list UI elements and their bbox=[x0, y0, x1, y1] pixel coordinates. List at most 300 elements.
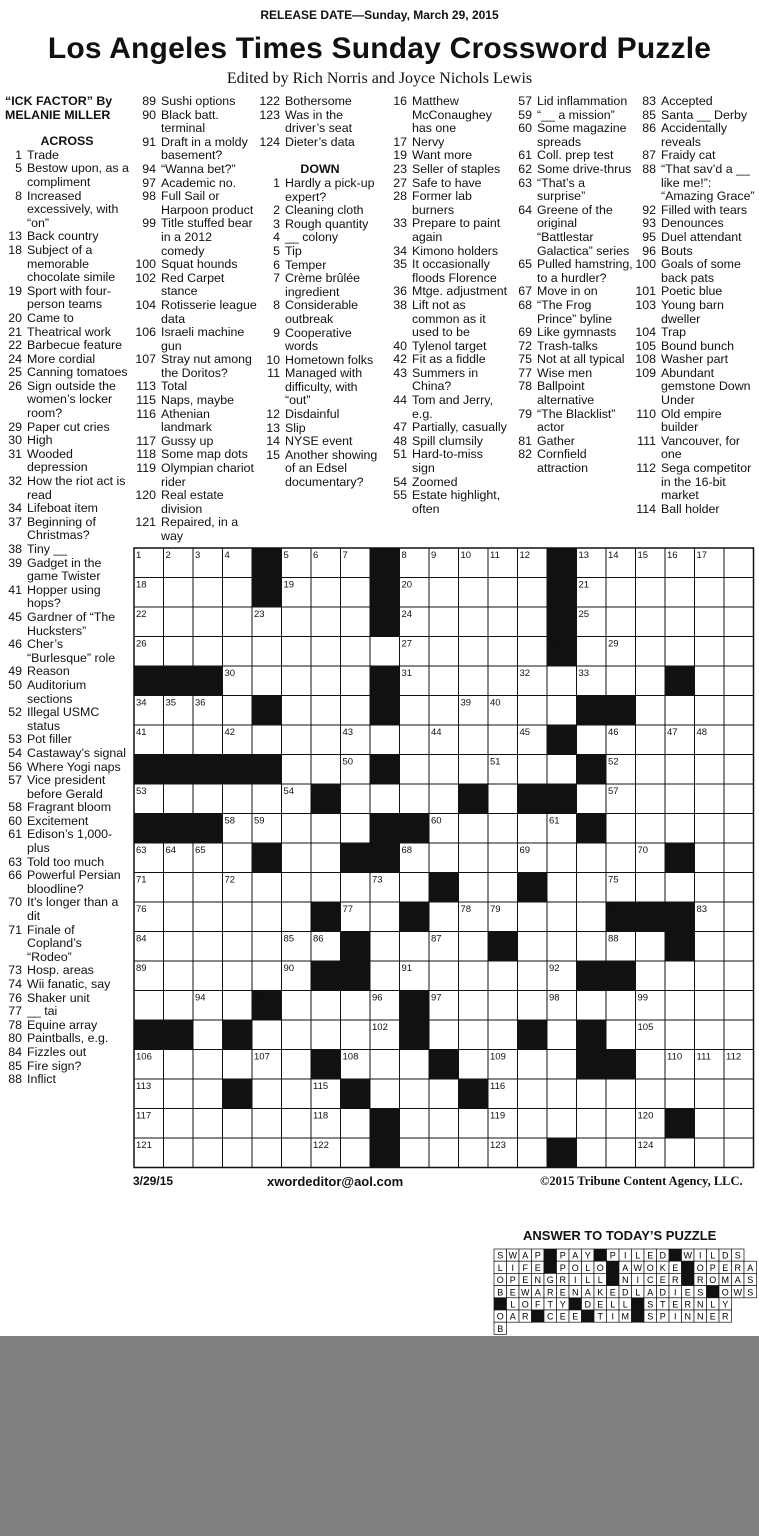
grid-cell[interactable] bbox=[282, 607, 312, 637]
grid-cell[interactable] bbox=[459, 1020, 489, 1050]
down-clue[interactable] bbox=[510, 204, 634, 258]
across-clue[interactable] bbox=[134, 299, 258, 326]
grid-cell[interactable] bbox=[252, 902, 282, 932]
grid-cell[interactable] bbox=[695, 696, 725, 726]
grid-cell[interactable] bbox=[400, 1050, 430, 1080]
across-clue[interactable] bbox=[258, 109, 382, 136]
down-clue[interactable] bbox=[258, 204, 382, 218]
grid-cell[interactable] bbox=[547, 873, 577, 903]
grid-cell[interactable] bbox=[695, 755, 725, 785]
grid-cell[interactable] bbox=[341, 1109, 371, 1139]
across-clue[interactable] bbox=[5, 611, 129, 638]
across-clue[interactable] bbox=[5, 761, 129, 775]
grid-cell[interactable] bbox=[282, 725, 312, 755]
across-clue[interactable] bbox=[134, 177, 258, 191]
grid-cell[interactable] bbox=[459, 578, 489, 608]
grid-cell[interactable] bbox=[606, 578, 636, 608]
across-clue[interactable] bbox=[5, 1060, 129, 1074]
grid-cell[interactable] bbox=[724, 814, 754, 844]
grid-cell[interactable] bbox=[311, 1020, 341, 1050]
down-clue[interactable] bbox=[510, 149, 634, 163]
crossword-grid[interactable] bbox=[133, 547, 755, 1169]
grid-cell[interactable] bbox=[193, 1079, 223, 1109]
grid-cell[interactable] bbox=[518, 696, 548, 726]
grid-cell[interactable] bbox=[311, 991, 341, 1021]
across-clue[interactable] bbox=[5, 856, 129, 870]
grid-cell[interactable] bbox=[577, 725, 607, 755]
grid-cell[interactable] bbox=[547, 1079, 577, 1109]
down-clue[interactable] bbox=[510, 122, 634, 149]
grid-cell[interactable] bbox=[577, 932, 607, 962]
down-clue[interactable] bbox=[634, 245, 758, 259]
across-clue[interactable] bbox=[5, 557, 129, 584]
down-clue[interactable] bbox=[634, 149, 758, 163]
grid-cell[interactable] bbox=[164, 932, 194, 962]
grid-cell[interactable] bbox=[636, 755, 666, 785]
grid-cell[interactable] bbox=[665, 814, 695, 844]
down-clue[interactable] bbox=[258, 435, 382, 449]
grid-cell[interactable] bbox=[282, 1138, 312, 1168]
down-clue[interactable] bbox=[510, 435, 634, 449]
grid-cell[interactable] bbox=[193, 873, 223, 903]
grid-cell[interactable] bbox=[488, 991, 518, 1021]
grid-cell[interactable] bbox=[518, 755, 548, 785]
down-clue[interactable] bbox=[385, 258, 509, 285]
down-clue[interactable] bbox=[258, 231, 382, 245]
grid-cell[interactable] bbox=[547, 843, 577, 873]
across-clue[interactable] bbox=[134, 217, 258, 258]
grid-cell[interactable] bbox=[724, 1020, 754, 1050]
grid-cell[interactable] bbox=[488, 578, 518, 608]
grid-cell[interactable] bbox=[223, 696, 253, 726]
grid-cell[interactable] bbox=[341, 666, 371, 696]
grid-cell[interactable] bbox=[282, 1079, 312, 1109]
grid-cell[interactable] bbox=[459, 1109, 489, 1139]
grid-cell[interactable] bbox=[311, 755, 341, 785]
grid-cell[interactable] bbox=[282, 1050, 312, 1080]
grid-cell[interactable] bbox=[311, 725, 341, 755]
grid-cell[interactable] bbox=[193, 1109, 223, 1139]
down-clue[interactable] bbox=[258, 408, 382, 422]
grid-cell[interactable] bbox=[164, 991, 194, 1021]
across-clue[interactable] bbox=[5, 516, 129, 543]
grid-cell[interactable] bbox=[695, 814, 725, 844]
grid-cell[interactable] bbox=[252, 1109, 282, 1139]
grid-cell[interactable] bbox=[429, 666, 459, 696]
grid-cell[interactable] bbox=[193, 637, 223, 667]
across-clue[interactable] bbox=[5, 896, 129, 923]
grid-cell[interactable] bbox=[518, 902, 548, 932]
across-clue[interactable] bbox=[5, 1046, 129, 1060]
grid-cell[interactable] bbox=[429, 755, 459, 785]
across-clue[interactable] bbox=[5, 992, 129, 1006]
grid-cell[interactable] bbox=[370, 961, 400, 991]
grid-cell[interactable] bbox=[341, 1020, 371, 1050]
grid-cell[interactable] bbox=[164, 637, 194, 667]
grid-cell[interactable] bbox=[665, 961, 695, 991]
grid-cell[interactable] bbox=[341, 991, 371, 1021]
grid-cell[interactable] bbox=[547, 1050, 577, 1080]
grid-cell[interactable] bbox=[164, 873, 194, 903]
down-clue[interactable] bbox=[634, 122, 758, 149]
grid-cell[interactable] bbox=[606, 1020, 636, 1050]
grid-cell[interactable] bbox=[400, 932, 430, 962]
grid-cell[interactable] bbox=[252, 873, 282, 903]
across-clue[interactable] bbox=[5, 1032, 129, 1046]
grid-cell[interactable] bbox=[518, 991, 548, 1021]
across-clue[interactable] bbox=[5, 584, 129, 611]
grid-cell[interactable] bbox=[223, 1138, 253, 1168]
across-clue[interactable] bbox=[5, 801, 129, 815]
grid-cell[interactable] bbox=[459, 725, 489, 755]
grid-cell[interactable] bbox=[459, 1138, 489, 1168]
grid-cell[interactable] bbox=[547, 755, 577, 785]
grid-cell[interactable] bbox=[724, 902, 754, 932]
grid-cell[interactable] bbox=[636, 578, 666, 608]
grid-cell[interactable] bbox=[695, 637, 725, 667]
down-clue[interactable] bbox=[510, 448, 634, 475]
grid-cell[interactable] bbox=[665, 696, 695, 726]
grid-cell[interactable] bbox=[636, 607, 666, 637]
grid-cell[interactable] bbox=[488, 784, 518, 814]
grid-cell[interactable] bbox=[547, 932, 577, 962]
grid-cell[interactable] bbox=[193, 607, 223, 637]
across-clue[interactable] bbox=[134, 163, 258, 177]
across-clue[interactable] bbox=[134, 462, 258, 489]
grid-cell[interactable] bbox=[370, 637, 400, 667]
down-clue[interactable] bbox=[385, 476, 509, 490]
across-clue[interactable] bbox=[5, 244, 129, 285]
grid-cell[interactable] bbox=[252, 932, 282, 962]
grid-cell[interactable] bbox=[370, 725, 400, 755]
grid-cell[interactable] bbox=[488, 961, 518, 991]
grid-cell[interactable] bbox=[223, 607, 253, 637]
grid-cell[interactable] bbox=[488, 873, 518, 903]
grid-cell[interactable] bbox=[311, 843, 341, 873]
grid-cell[interactable] bbox=[282, 755, 312, 785]
down-clue[interactable] bbox=[634, 217, 758, 231]
across-clue[interactable] bbox=[5, 665, 129, 679]
grid-cell[interactable] bbox=[577, 991, 607, 1021]
grid-cell[interactable] bbox=[724, 755, 754, 785]
across-clue[interactable] bbox=[5, 380, 129, 421]
down-clue[interactable] bbox=[258, 299, 382, 326]
grid-cell[interactable] bbox=[223, 843, 253, 873]
across-clue[interactable] bbox=[5, 964, 129, 978]
grid-cell[interactable] bbox=[724, 1109, 754, 1139]
grid-cell[interactable] bbox=[724, 873, 754, 903]
down-clue[interactable] bbox=[510, 326, 634, 340]
grid-cell[interactable] bbox=[252, 637, 282, 667]
across-clue[interactable] bbox=[5, 924, 129, 965]
grid-cell[interactable] bbox=[400, 873, 430, 903]
grid-cell[interactable] bbox=[518, 607, 548, 637]
down-clue[interactable] bbox=[510, 163, 634, 177]
across-clue[interactable] bbox=[5, 312, 129, 326]
grid-cell[interactable] bbox=[311, 637, 341, 667]
grid-cell[interactable] bbox=[724, 607, 754, 637]
down-clue[interactable] bbox=[634, 204, 758, 218]
grid-cell[interactable] bbox=[724, 991, 754, 1021]
grid-cell[interactable] bbox=[459, 961, 489, 991]
grid-cell[interactable] bbox=[341, 814, 371, 844]
down-clue[interactable] bbox=[510, 408, 634, 435]
grid-cell[interactable] bbox=[488, 725, 518, 755]
across-clue[interactable] bbox=[5, 679, 129, 706]
down-clue[interactable] bbox=[634, 340, 758, 354]
grid-cell[interactable] bbox=[459, 1050, 489, 1080]
grid-cell[interactable] bbox=[429, 902, 459, 932]
grid-cell[interactable] bbox=[459, 755, 489, 785]
grid-cell[interactable] bbox=[282, 666, 312, 696]
grid-cell[interactable] bbox=[636, 637, 666, 667]
grid-cell[interactable] bbox=[193, 1020, 223, 1050]
down-clue[interactable] bbox=[634, 163, 758, 204]
grid-cell[interactable] bbox=[223, 1109, 253, 1139]
grid-cell[interactable] bbox=[665, 578, 695, 608]
grid-cell[interactable] bbox=[636, 814, 666, 844]
grid-cell[interactable] bbox=[518, 637, 548, 667]
across-clue[interactable] bbox=[5, 353, 129, 367]
down-clue[interactable] bbox=[385, 340, 509, 354]
down-clue[interactable] bbox=[510, 340, 634, 354]
across-clue[interactable] bbox=[5, 978, 129, 992]
grid-cell[interactable] bbox=[695, 1020, 725, 1050]
grid-cell[interactable] bbox=[400, 1109, 430, 1139]
across-clue[interactable] bbox=[5, 475, 129, 502]
grid-cell[interactable] bbox=[282, 814, 312, 844]
down-clue[interactable] bbox=[510, 177, 634, 204]
across-clue[interactable] bbox=[5, 434, 129, 448]
down-clue[interactable] bbox=[385, 136, 509, 150]
grid-cell[interactable] bbox=[636, 696, 666, 726]
grid-cell[interactable] bbox=[636, 666, 666, 696]
down-clue[interactable] bbox=[385, 163, 509, 177]
grid-cell[interactable] bbox=[459, 607, 489, 637]
across-clue[interactable] bbox=[5, 774, 129, 801]
across-clue[interactable] bbox=[5, 502, 129, 516]
down-clue[interactable] bbox=[258, 218, 382, 232]
grid-cell[interactable] bbox=[193, 961, 223, 991]
grid-cell[interactable] bbox=[429, 843, 459, 873]
down-clue[interactable] bbox=[634, 285, 758, 299]
down-clue[interactable] bbox=[385, 177, 509, 191]
grid-cell[interactable] bbox=[400, 784, 430, 814]
grid-cell[interactable] bbox=[577, 637, 607, 667]
grid-cell[interactable] bbox=[547, 1109, 577, 1139]
down-clue[interactable] bbox=[510, 380, 634, 407]
grid-cell[interactable] bbox=[252, 1138, 282, 1168]
grid-cell[interactable] bbox=[429, 607, 459, 637]
grid-cell[interactable] bbox=[695, 991, 725, 1021]
grid-cell[interactable] bbox=[164, 784, 194, 814]
grid-cell[interactable] bbox=[724, 548, 754, 578]
grid-cell[interactable] bbox=[606, 1109, 636, 1139]
grid-cell[interactable] bbox=[665, 873, 695, 903]
across-clue[interactable] bbox=[5, 339, 129, 353]
grid-cell[interactable] bbox=[459, 666, 489, 696]
grid-cell[interactable] bbox=[164, 1050, 194, 1080]
down-clue[interactable] bbox=[634, 408, 758, 435]
grid-cell[interactable] bbox=[606, 607, 636, 637]
grid-cell[interactable] bbox=[252, 1079, 282, 1109]
down-clue[interactable] bbox=[634, 326, 758, 340]
down-clue[interactable] bbox=[385, 421, 509, 435]
grid-cell[interactable] bbox=[429, 1079, 459, 1109]
grid-cell[interactable] bbox=[636, 932, 666, 962]
grid-cell[interactable] bbox=[400, 1079, 430, 1109]
down-clue[interactable] bbox=[385, 394, 509, 421]
grid-cell[interactable] bbox=[223, 784, 253, 814]
grid-cell[interactable] bbox=[606, 666, 636, 696]
grid-cell[interactable] bbox=[518, 814, 548, 844]
across-clue[interactable] bbox=[134, 380, 258, 394]
across-clue[interactable] bbox=[134, 448, 258, 462]
across-clue[interactable] bbox=[5, 230, 129, 244]
grid-cell[interactable] bbox=[341, 637, 371, 667]
across-clue[interactable] bbox=[134, 136, 258, 163]
down-clue[interactable] bbox=[510, 353, 634, 367]
grid-cell[interactable] bbox=[724, 932, 754, 962]
grid-cell[interactable] bbox=[282, 843, 312, 873]
across-clue[interactable] bbox=[5, 828, 129, 855]
grid-cell[interactable] bbox=[282, 1020, 312, 1050]
grid-cell[interactable] bbox=[223, 578, 253, 608]
down-clue[interactable] bbox=[258, 272, 382, 299]
down-clue[interactable] bbox=[634, 503, 758, 517]
grid-cell[interactable] bbox=[459, 873, 489, 903]
down-clue[interactable] bbox=[385, 190, 509, 217]
across-clue[interactable] bbox=[134, 435, 258, 449]
grid-cell[interactable] bbox=[341, 1138, 371, 1168]
grid-cell[interactable] bbox=[282, 1109, 312, 1139]
down-clue[interactable] bbox=[510, 367, 634, 381]
grid-cell[interactable] bbox=[606, 814, 636, 844]
down-clue[interactable] bbox=[510, 258, 634, 285]
down-clue[interactable] bbox=[385, 149, 509, 163]
grid-cell[interactable] bbox=[223, 961, 253, 991]
grid-cell[interactable] bbox=[665, 1138, 695, 1168]
grid-cell[interactable] bbox=[636, 873, 666, 903]
grid-cell[interactable] bbox=[429, 696, 459, 726]
across-clue[interactable] bbox=[5, 706, 129, 733]
down-clue[interactable] bbox=[510, 285, 634, 299]
across-clue[interactable] bbox=[258, 136, 382, 150]
grid-cell[interactable] bbox=[134, 991, 164, 1021]
across-clue[interactable] bbox=[134, 408, 258, 435]
grid-cell[interactable] bbox=[429, 1109, 459, 1139]
grid-cell[interactable] bbox=[193, 784, 223, 814]
grid-cell[interactable] bbox=[164, 902, 194, 932]
grid-cell[interactable] bbox=[193, 1050, 223, 1080]
grid-cell[interactable] bbox=[518, 1050, 548, 1080]
grid-cell[interactable] bbox=[282, 637, 312, 667]
grid-cell[interactable] bbox=[695, 961, 725, 991]
grid-cell[interactable] bbox=[311, 873, 341, 903]
grid-cell[interactable] bbox=[488, 814, 518, 844]
across-clue[interactable] bbox=[5, 149, 129, 163]
grid-cell[interactable] bbox=[724, 1138, 754, 1168]
grid-cell[interactable] bbox=[724, 666, 754, 696]
grid-cell[interactable] bbox=[636, 1050, 666, 1080]
down-clue[interactable] bbox=[510, 109, 634, 123]
across-clue[interactable] bbox=[5, 869, 129, 896]
grid-cell[interactable] bbox=[577, 843, 607, 873]
grid-cell[interactable] bbox=[193, 902, 223, 932]
grid-cell[interactable] bbox=[311, 578, 341, 608]
grid-cell[interactable] bbox=[606, 1079, 636, 1109]
grid-cell[interactable] bbox=[282, 873, 312, 903]
grid-cell[interactable] bbox=[341, 873, 371, 903]
grid-cell[interactable] bbox=[724, 578, 754, 608]
grid-cell[interactable] bbox=[724, 637, 754, 667]
down-clue[interactable] bbox=[258, 259, 382, 273]
grid-cell[interactable] bbox=[164, 1079, 194, 1109]
grid-cell[interactable] bbox=[429, 961, 459, 991]
grid-cell[interactable] bbox=[341, 784, 371, 814]
grid-cell[interactable] bbox=[488, 637, 518, 667]
grid-cell[interactable] bbox=[636, 961, 666, 991]
grid-cell[interactable] bbox=[459, 843, 489, 873]
down-clue[interactable] bbox=[510, 95, 634, 109]
across-clue[interactable] bbox=[134, 353, 258, 380]
grid-cell[interactable] bbox=[223, 637, 253, 667]
grid-cell[interactable] bbox=[695, 578, 725, 608]
down-clue[interactable] bbox=[385, 285, 509, 299]
grid-cell[interactable] bbox=[547, 696, 577, 726]
grid-cell[interactable] bbox=[636, 1079, 666, 1109]
down-clue[interactable] bbox=[258, 245, 382, 259]
across-clue[interactable] bbox=[5, 366, 129, 380]
grid-cell[interactable] bbox=[665, 755, 695, 785]
grid-cell[interactable] bbox=[252, 1020, 282, 1050]
grid-cell[interactable] bbox=[518, 932, 548, 962]
grid-cell[interactable] bbox=[665, 784, 695, 814]
down-clue[interactable] bbox=[385, 489, 509, 516]
down-clue[interactable] bbox=[385, 299, 509, 340]
grid-cell[interactable] bbox=[665, 1020, 695, 1050]
across-clue[interactable] bbox=[5, 733, 129, 747]
grid-cell[interactable] bbox=[518, 1109, 548, 1139]
grid-cell[interactable] bbox=[695, 607, 725, 637]
grid-cell[interactable] bbox=[223, 1050, 253, 1080]
across-clue[interactable] bbox=[5, 285, 129, 312]
grid-cell[interactable] bbox=[311, 814, 341, 844]
grid-cell[interactable] bbox=[695, 1109, 725, 1139]
grid-cell[interactable] bbox=[370, 1079, 400, 1109]
grid-cell[interactable] bbox=[695, 1079, 725, 1109]
across-clue[interactable] bbox=[5, 421, 129, 435]
across-clue[interactable] bbox=[134, 489, 258, 516]
grid-cell[interactable] bbox=[429, 784, 459, 814]
grid-cell[interactable] bbox=[311, 666, 341, 696]
grid-cell[interactable] bbox=[724, 784, 754, 814]
grid-cell[interactable] bbox=[252, 784, 282, 814]
grid-cell[interactable] bbox=[282, 696, 312, 726]
down-clue[interactable] bbox=[385, 245, 509, 259]
grid-cell[interactable] bbox=[724, 696, 754, 726]
grid-cell[interactable] bbox=[488, 1020, 518, 1050]
across-clue[interactable] bbox=[134, 109, 258, 136]
grid-cell[interactable] bbox=[341, 607, 371, 637]
down-clue[interactable] bbox=[634, 299, 758, 326]
grid-cell[interactable] bbox=[370, 1050, 400, 1080]
across-clue[interactable] bbox=[5, 747, 129, 761]
grid-cell[interactable] bbox=[518, 578, 548, 608]
grid-cell[interactable] bbox=[488, 666, 518, 696]
grid-cell[interactable] bbox=[636, 784, 666, 814]
grid-cell[interactable] bbox=[695, 873, 725, 903]
